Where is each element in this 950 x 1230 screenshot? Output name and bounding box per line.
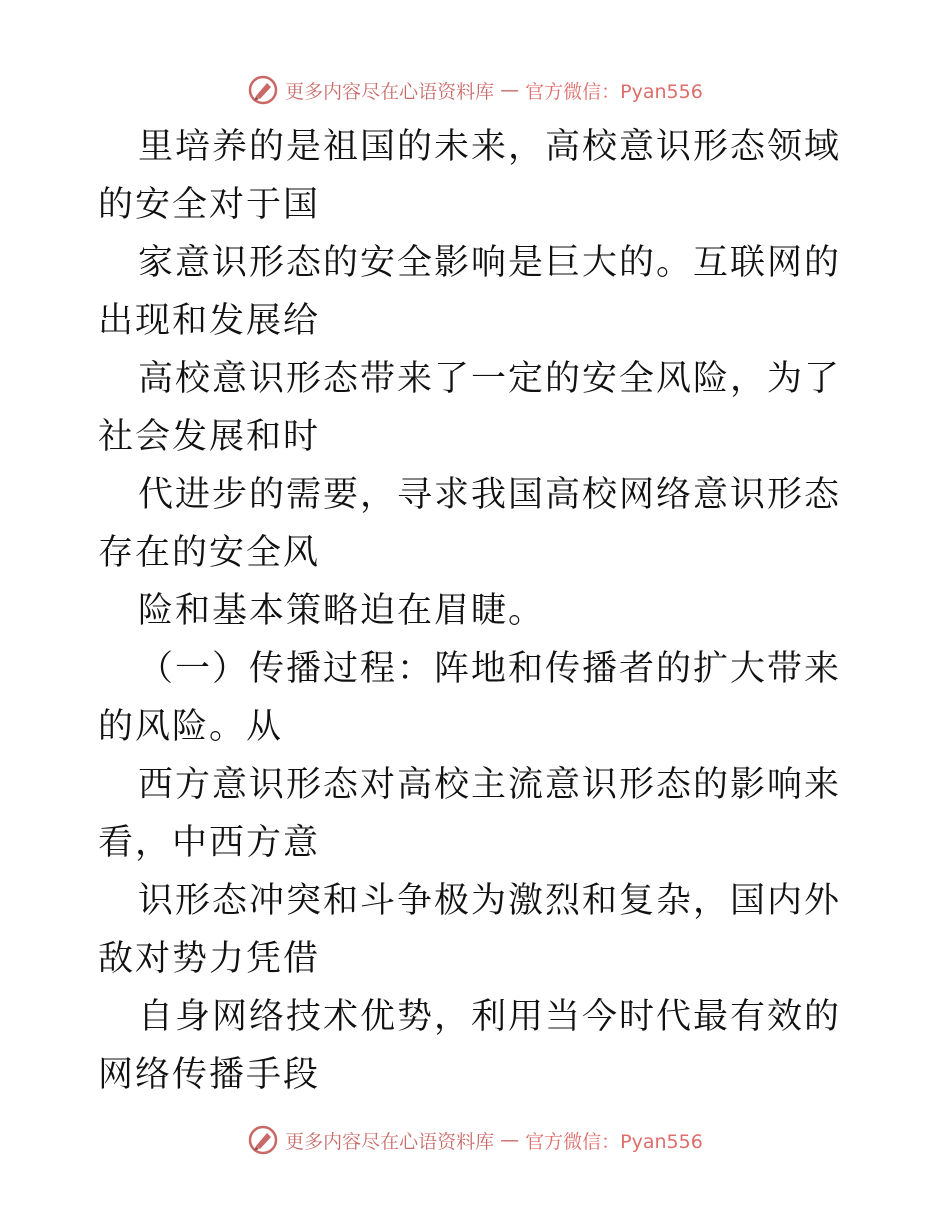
pen-logo-icon	[247, 1124, 279, 1156]
paragraph-3: 高校意识形态带来了一定的安全风险，为了社会发展和时	[98, 359, 842, 457]
watermark-contact: 官方微信：Pyan556	[525, 1130, 703, 1153]
pen-logo-icon	[247, 74, 279, 106]
watermark-separator: —	[500, 79, 520, 101]
watermark-brand: 更多内容尽在心语资料库	[285, 1130, 495, 1153]
paragraph-8: 识形态冲突和斗争极为激烈和复杂，国内外敌对势力凭借	[98, 881, 842, 979]
paragraph-6: （一）传播过程：阵地和传播者的扩大带来的风险。从	[98, 649, 842, 747]
paragraph-4: 代进步的需要，寻求我国高校网络意识形态存在的安全风	[98, 475, 842, 573]
paragraph-5: 险和基本策略迫在眉睫。	[138, 591, 546, 631]
watermark-separator: —	[500, 1129, 520, 1151]
paragraph-1: 里培养的是祖国的未来，高校意识形态领域的安全对于国	[98, 127, 842, 225]
watermark-contact: 官方微信：Pyan556	[525, 80, 703, 103]
watermark-brand: 更多内容尽在心语资料库	[285, 80, 495, 103]
paragraph-9: 自身网络技术优势，利用当今时代最有效的网络传播手段	[98, 997, 842, 1095]
paragraph-2: 家意识形态的安全影响是巨大的。互联网的出现和发展给	[98, 243, 842, 341]
header-watermark	[0, 70, 950, 110]
document-body	[98, 118, 858, 1104]
paragraph-7: 西方意识形态对高校主流意识形态的影响来看，中西方意	[98, 765, 842, 863]
footer-watermark	[0, 1120, 950, 1160]
